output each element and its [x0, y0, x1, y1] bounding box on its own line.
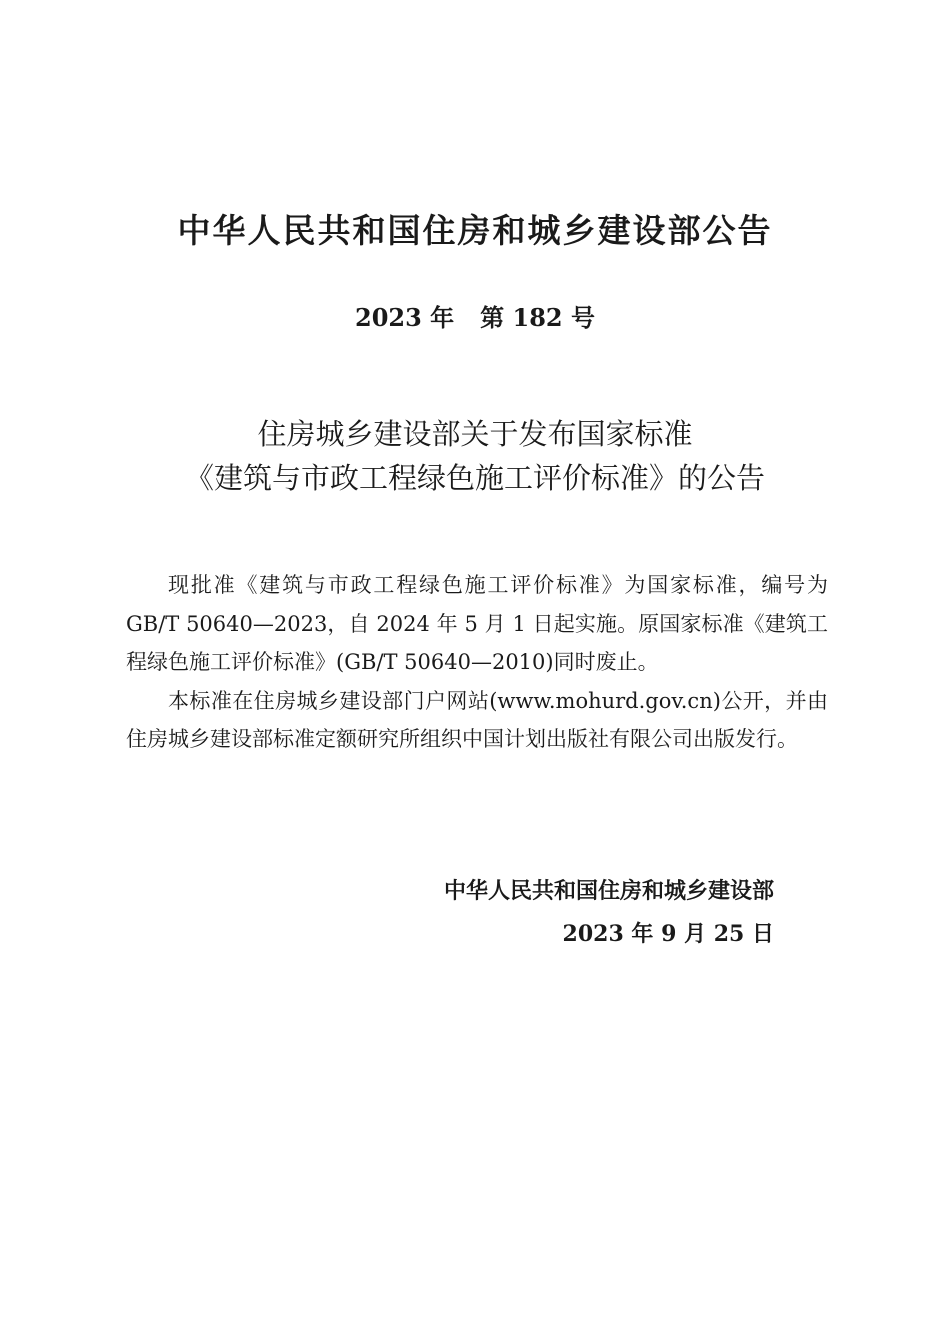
announcement-subtitle [0, 412, 950, 500]
announcement-year: 2023 年 [355, 303, 455, 332]
announcement-serial: 第 182 号 [480, 303, 595, 332]
announcement-body [126, 566, 828, 759]
announcement-number [0, 298, 950, 338]
announcement-title: 中华人民共和国住房和城乡建设部公告 [177, 211, 773, 250]
subtitle-line-2: 《建筑与市政工程绿色施工评价标准》的公告 [184, 461, 765, 495]
signature-issuer: 中华人民共和国住房和城乡建设部 [443, 878, 774, 904]
signature-date: 2023 年 9 月 25 日 [562, 921, 774, 947]
body-paragraph-2: 本标准在住房城乡建设部门户网站(www.mohurd.gov.cn)公开，并由住房城乡建设部标准定额研究所组织中国计划出版社有限公司出版发行。 [126, 688, 828, 751]
signature-block [444, 870, 774, 956]
subtitle-line-1: 住房城乡建设部关于发布国家标准 [257, 417, 693, 451]
body-paragraph-1: 现批准《建筑与市政工程绿色施工评价标准》为国家标准，编号为 GB/T 50640—2023，自 2024 年 5 月 1 日起实施。原国家标准《建筑工程绿色施工评价标准》(GB/T 50640—2010)同时废止。 [126, 573, 828, 674]
